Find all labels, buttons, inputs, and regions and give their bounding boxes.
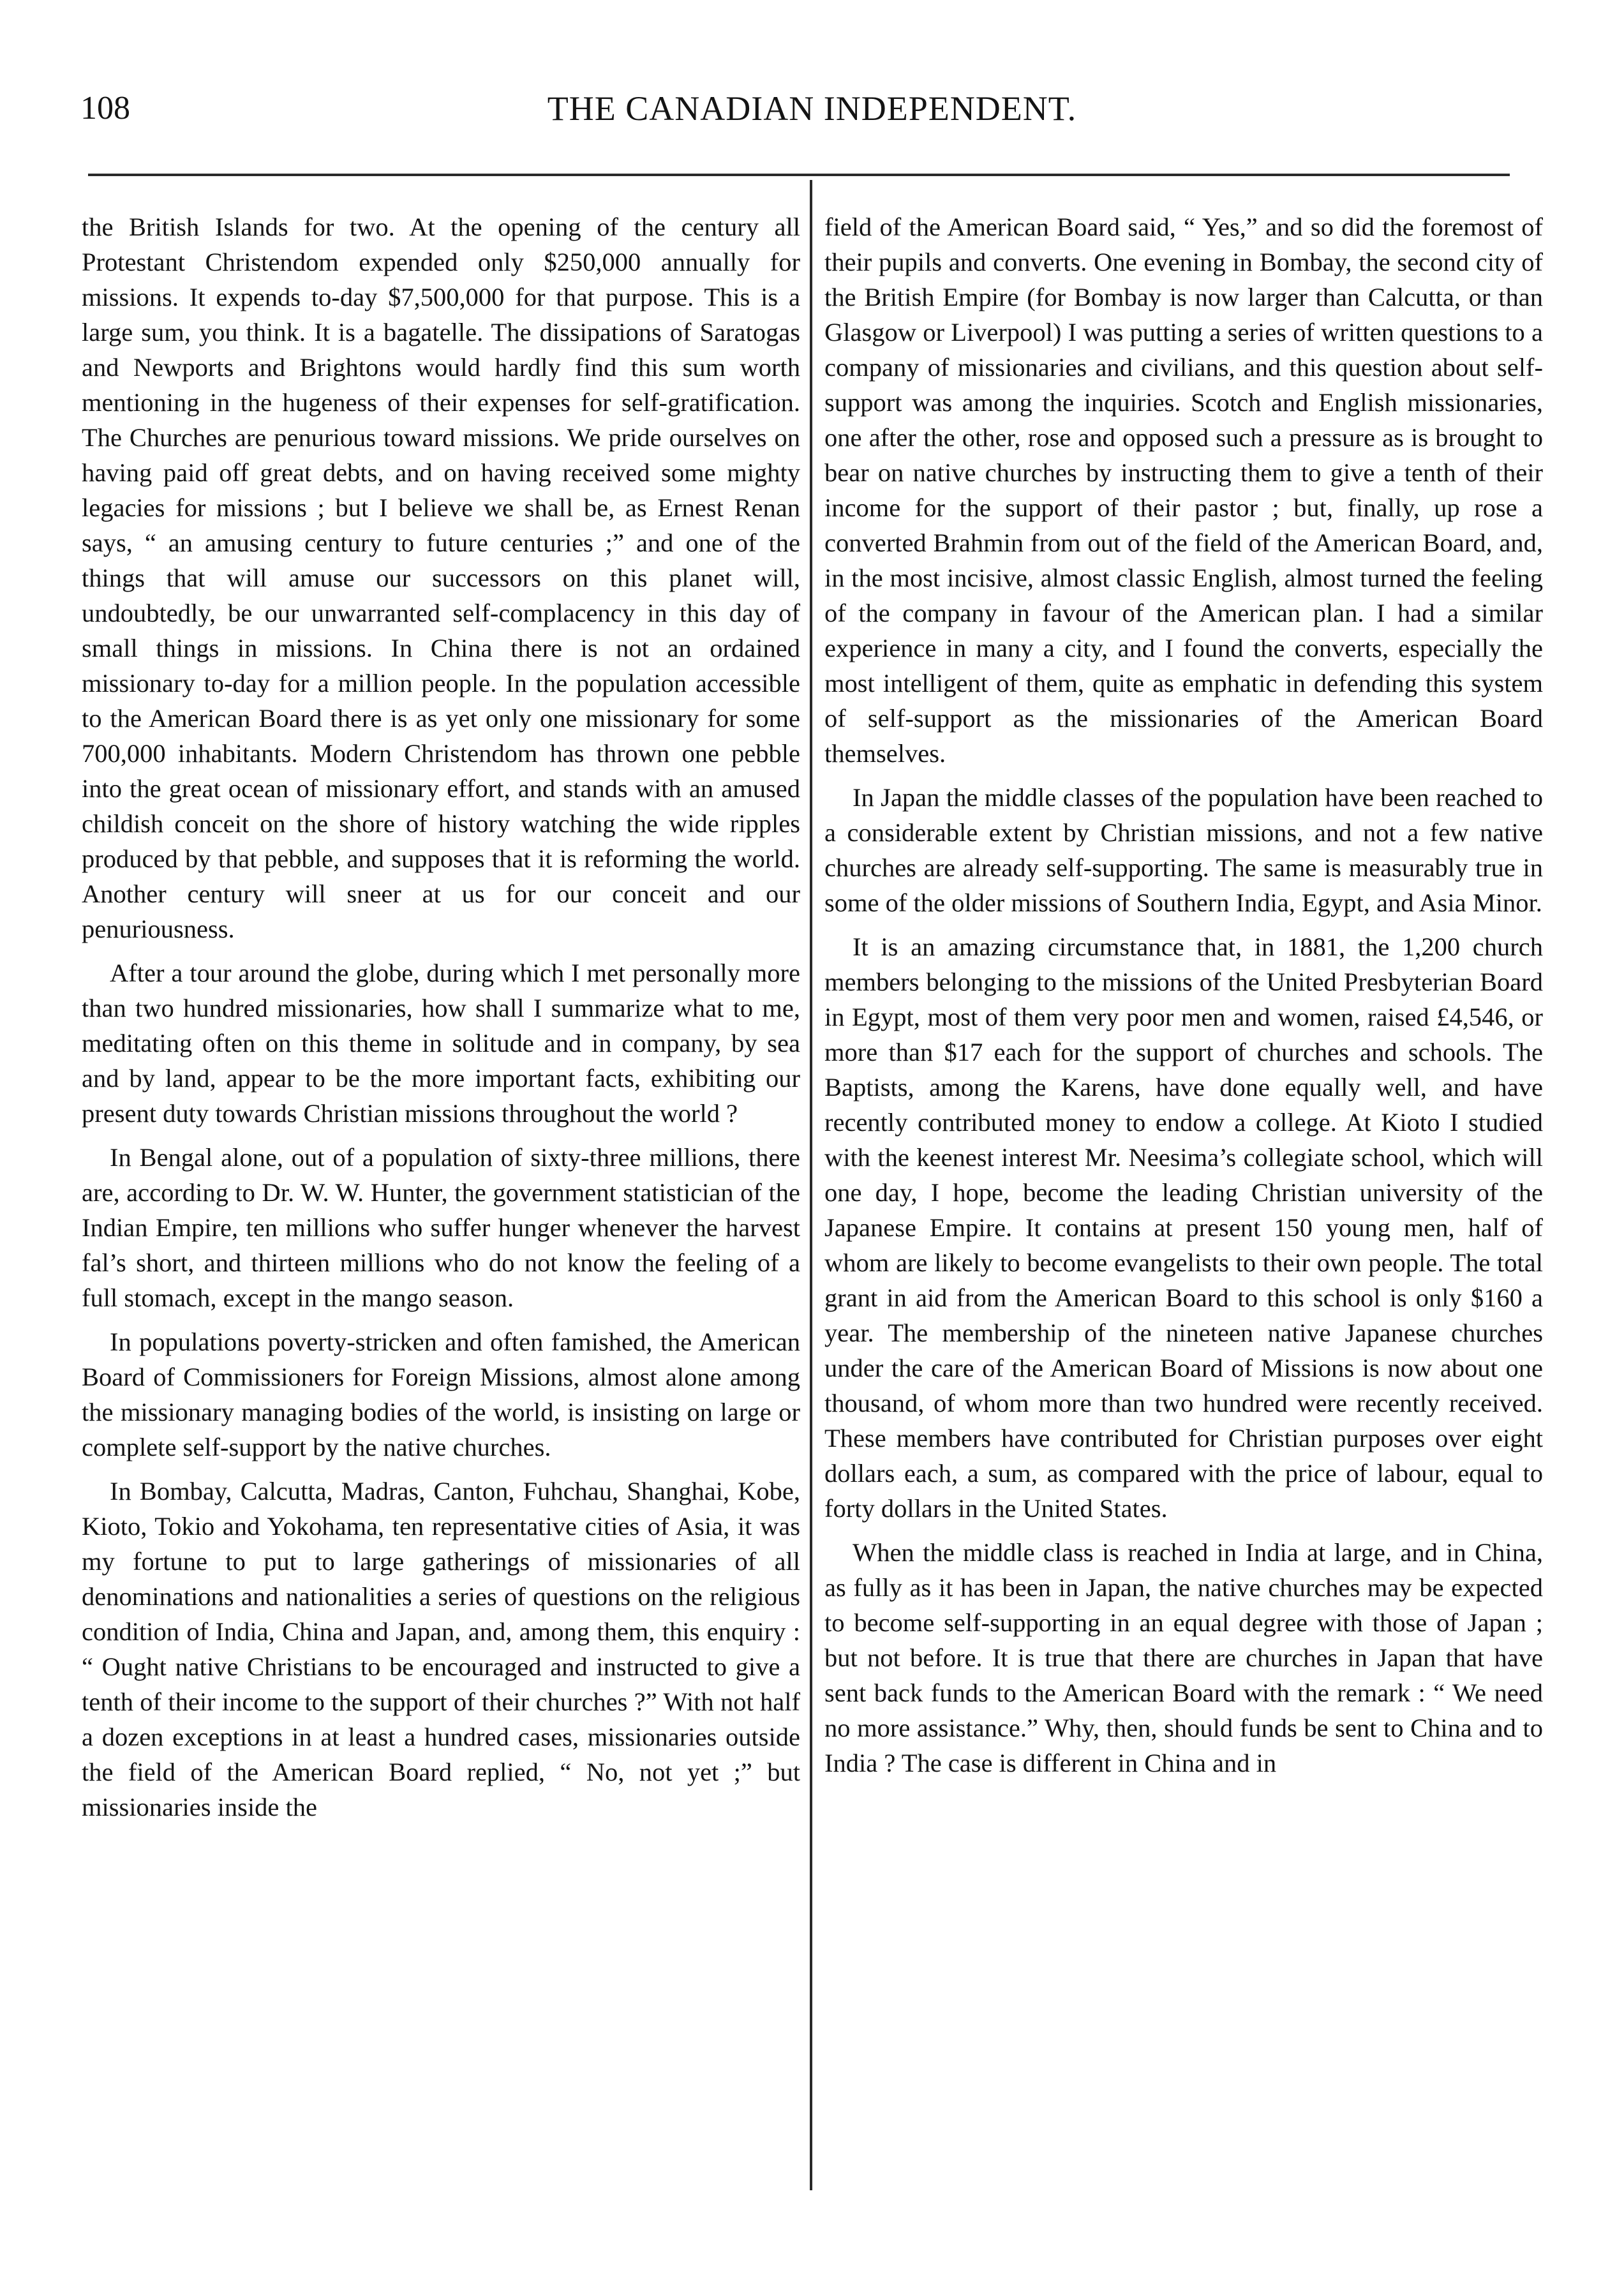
paragraph: field of the American Board said, “ Yes,” and so did the foremost of their pupils and converts. One evening in Bombay, the second city of the British Empire (for Bombay is now larger than Calcutta, or than Glasgow or Liverpool) I was putting a series of written questions to a company of missionaries and civilians, and this question about self-support was among the inquiries. Scotch and English missionaries, one after the other, rose and opposed such a pressure as is brought to bear on native churches by instructing them to give a tenth of their income for the support of their pastor ; but, finally, up rose a converted Brahmin from out of the field of the American Board, and, in the most incisive, almost classic English, almost turned the feeling of the company in favour of the American plan. I had a similar experience in many a city, and I found the converts, especially the most intelligent of them, quite as emphatic in defending this system of self-support as the missionaries of the American Board themselves. <box>824 213 1543 768</box>
paragraph: In Japan the middle classes of the population have been reached to a considerable extent by Christian missions, and not a few native churches are already self-supporting. The same is measurably true in some of the older missions of Southern India, Egypt, and Asia Minor. <box>824 783 1543 917</box>
publication-title: THE CANADIAN INDEPENDENT. <box>547 89 1077 128</box>
header-rule <box>88 174 1510 176</box>
paragraph: It is an amazing circumstance that, in 1881, the 1,200 church members belonging to the missions of the United Presbyterian Board in Egypt, most of them very poor men and women, raised £4,546, or more than $17 each for the support of churches and schools. The Baptists, among the Karens, have done equally well, and have recently contributed money to endow a college. At Kioto I studied with the keenest interest Mr. Neesima’s collegiate school, which will one day, I hope, become the leading Christian university of the Japanese Empire. It contains at present 150 young men, half of whom are likely to become evangelists to their own people. The total grant in aid from the American Board to this school is only $160 a year. The membership of the nineteen native Japanese churches under the care of the American Board of Missions is now about one thousand, of whom more than two hundred were recently received. These members have contributed for Christian purposes over eight dollars each, a sum, as compared with the price of labour, equal to forty dollars in the United States. <box>824 932 1543 1523</box>
left-column <box>82 209 800 1834</box>
right-column <box>824 209 1543 1789</box>
paragraph: In Bengal alone, out of a population of sixty-three millions, there are, according to Dr. W. W. Hunter, the government statistician of the Indian Empire, ten millions who suffer hunger whenever the harvest fal’s short, and thirteen millions who do not know the feeling of a full stomach, except in the mango season. <box>82 1143 800 1312</box>
paragraph: After a tour around the globe, during which I met personally more than two hundred missionaries, how shall I summarize what to me, meditating often on this theme in solitude and in company, by sea and by land, appear to be the more important facts, exhibiting our present duty towards Christian missions throughout the world ? <box>82 959 800 1128</box>
paragraph: In Bombay, Calcutta, Madras, Canton, Fuhchau, Shanghai, Kobe, Kioto, Tokio and Yokohama, ten representative cities of Asia, it was my fortune to put to large gatherings of missionaries of all denominations and nationalities a series of questions on the religious condition of India, China and Japan, and, among them, this enquiry : “ Ought native Christians to be encouraged and instructed to give a tenth of their income to the support of their churches ?” With not half a dozen exceptions in at least a hundred cases, missionaries outside the field of the American Board replied, “ No, not yet ;” but missionaries inside the <box>82 1477 800 1821</box>
paragraph: In populations poverty-stricken and often famished, the American Board of Commissioners for Foreign Missions, almost alone among the missionary managing bodies of the world, is insisting on large or complete self-support by the native churches. <box>82 1327 800 1461</box>
paragraph: the British Islands for two. At the opening of the century all Protestant Christendom expended only $250,000 annually for missions. It expends to-day $7,500,000 for that purpose. This is a large sum, you think. It is a bagatelle. The dissipations of Saratogas and Newports and Brightons would hardly find this sum worth mentioning in the hugeness of their expenses for self-gratification. The Churches are penurious toward missions. We pride ourselves on having paid off great debts, and on having received some mighty legacies for missions ; but I believe we shall be, as Ernest Renan says, “ an amusing century to future centuries ;” and one of the things that will amuse our successors on this planet will, undoubtedly, be our unwarranted self-complacency in this day of small things in missions. In China there is not an ordained missionary to-day for a million people. In the population accessible to the American Board there is as yet only one missionary for some 700,000 inhabitants. Modern Christendom has thrown one pebble into the great ocean of missionary effort, and stands with an amused childish conceit on the shore of history watching the wide ripples produced by that pebble, and supposes that it is reforming the world. Another century will sneer at us for our conceit and our penuriousness. <box>82 213 800 943</box>
column-divider <box>810 180 812 2190</box>
page-number: 108 <box>80 90 130 126</box>
paragraph: When the middle class is reached in India at large, and in China, as fully as it has been in Japan, the native churches may be expected to become self-supporting in an equal degree with those of Japan ; but not before. It is true that there are churches in Japan that have sent back funds to the American Board with the remark : “ We need no more assistance.” Why, then, should funds be sent to China and to India ? The case is different in China and in <box>824 1538 1543 1777</box>
